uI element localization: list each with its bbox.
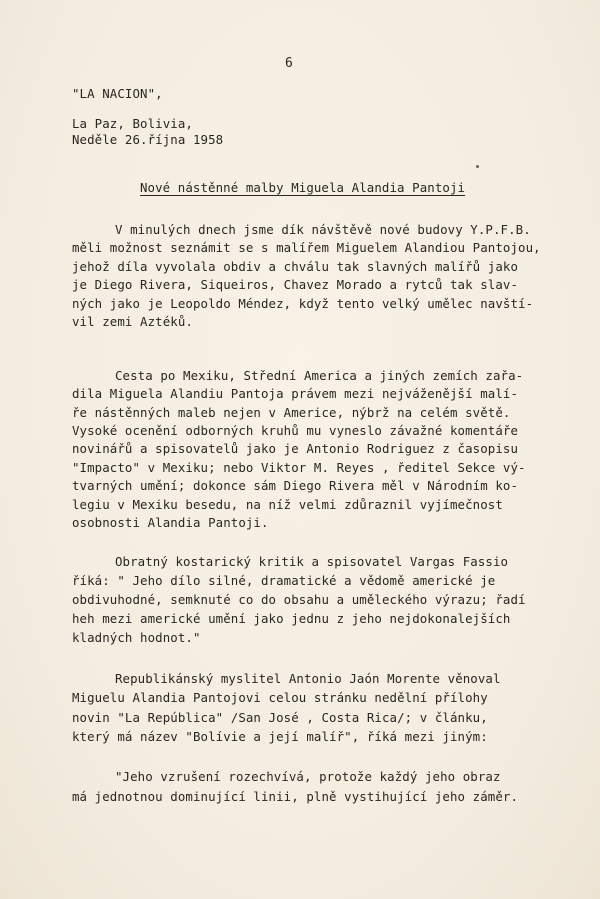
article-title: Nové nástěnné malby Miguela Alandia Pantoji [140, 180, 466, 195]
text-line: říká: " Jeho dílo silné, dramatické a vědomě americké je [72, 573, 496, 588]
text-line: legiu v Mexiku besedu, na níž velmi zdůraznil vyjímečnost [72, 497, 503, 512]
text-line: novinářů a spisovatelů jako je Antonio Rodriguez z časopisu [72, 441, 519, 456]
text-line: ře nástěnných maleb nejen v Americe, nýbrž na celém světě. [72, 405, 511, 420]
text-line: kladných hodnot." [72, 630, 201, 645]
text-line: je Diego Rivera, Siqueiros, Chavez Morado a rytců tak slav- [72, 277, 519, 292]
text-line: Miguelu Alandia Pantojovi celou stránku nedělní přílohy [72, 690, 488, 705]
newspaper-name: "LA NACION", [72, 86, 163, 101]
text-line: Republikánský myslitel Antonio Jaón Morente věnoval [115, 671, 501, 686]
text-line: má jednotnou dominující linii, plně vystihující jeho záměr. [72, 789, 519, 804]
text-line: "Jeho vzrušení rozechvívá, protože každý jeho obraz [115, 769, 501, 784]
text-line: heh mezi americké umění jako jednu z jeho nejdokonalejších [72, 611, 511, 626]
text-line: jehož díla vyvolala obdiv a chválu tak slavných malířů jako [72, 259, 519, 274]
text-line: Cesta po Mexiku, Střední America a jiných zemích zařa- [115, 368, 524, 383]
text-line: "Impacto" v Mexiku; nebo Viktor M. Reyes , ředitel Sekce vý- [72, 460, 526, 475]
text-line: ných jako je Leopoldo Méndez, když tento velký umělec navští- [72, 296, 534, 311]
text-line: vil zemi Aztéků. [72, 314, 193, 329]
ink-mark [476, 165, 479, 168]
date-line: Neděle 26.října 1958 [72, 132, 224, 147]
page-number: 6 [285, 56, 293, 71]
text-line: novin "La República" /San José , Costa Rica/; v článku, [72, 710, 488, 725]
text-line: dila Miguela Alandiu Pantoja právem mezi nejváženější malí- [72, 386, 519, 401]
text-line: V minulých dnech jsme dík návštěvě nové budovy Y.P.F.B. [115, 222, 531, 237]
text-line: obdivuhodné, semknuté co do obsahu a uměleckého výrazu; řadí [72, 592, 526, 607]
text-line: Vysoké ocenění odborných kruhů mu vyneslo závažné komentáře [72, 423, 519, 438]
text-line: měli možnost seznámit se s malířem Miguelem Alandiou Pantojou, [72, 240, 541, 255]
text-line: tvarných umění; dokonce sám Diego Rivera měl v Národním ko- [72, 478, 519, 493]
text-line: který má název "Bolívie a její malíř", říká mezi jiným: [72, 729, 488, 744]
text-line: Obratný kostarický kritik a spisovatel Vargas Fassio [115, 554, 509, 569]
text-line: osobnosti Alandia Pantoji. [72, 515, 269, 530]
place-line: La Paz, Bolivia, [72, 116, 193, 131]
